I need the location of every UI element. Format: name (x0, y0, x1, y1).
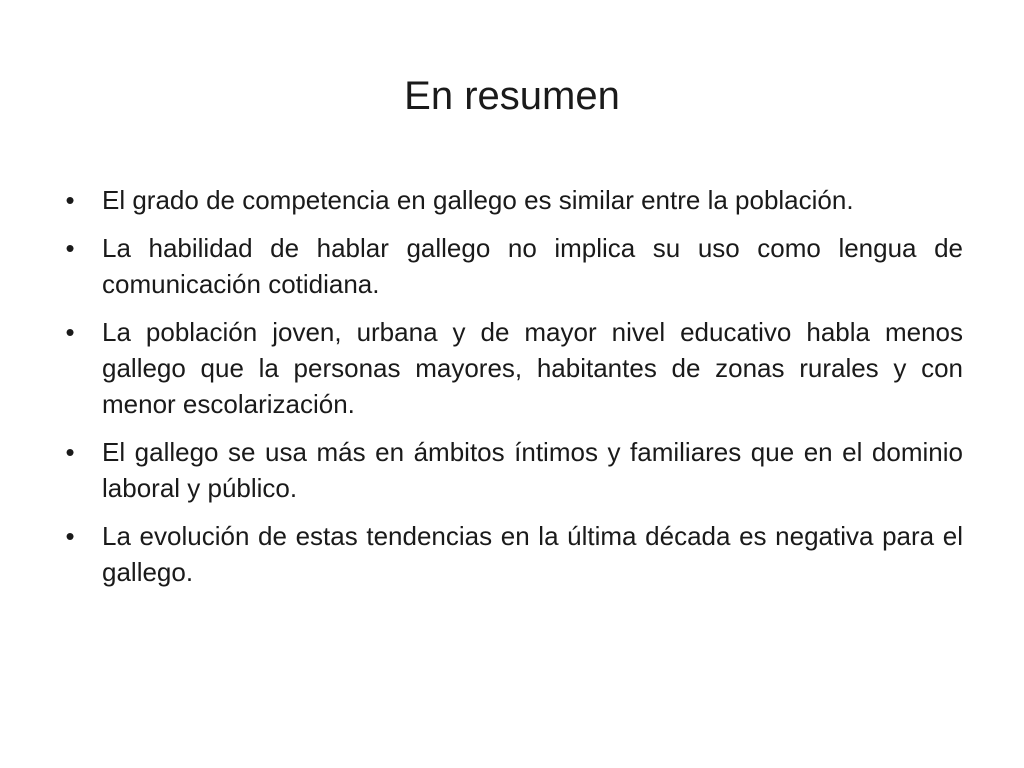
bullet-list (60, 182, 963, 602)
bullet-item (60, 314, 963, 422)
bullet-text: La habilidad de hablar gallego no implica su uso como lengua de comunicación cotidiana. (102, 233, 963, 299)
slide-title: En resumen (404, 74, 620, 118)
bullet-icon: • (65, 233, 75, 263)
bullet-text: El grado de competencia en gallego es similar entre la población. (102, 185, 854, 215)
bullet-item (60, 182, 963, 218)
bullet-item (60, 518, 963, 590)
bullet-text: El gallego se usa más en ámbitos íntimos y familiares que en el dominio laboral y público. (102, 437, 963, 503)
bullet-item (60, 434, 963, 506)
bullet-text: La evolución de estas tendencias en la última década es negativa para el gallego. (102, 521, 963, 587)
bullet-text: La población joven, urbana y de mayor nivel educativo habla menos gallego que la personas mayores, habitantes de zonas rurales y con menor escolarización. (102, 317, 963, 419)
bullet-icon: • (65, 437, 75, 467)
bullet-item (60, 230, 963, 302)
bullet-icon: • (65, 521, 75, 551)
bullet-icon: • (65, 317, 75, 347)
bullet-icon: • (65, 185, 75, 215)
